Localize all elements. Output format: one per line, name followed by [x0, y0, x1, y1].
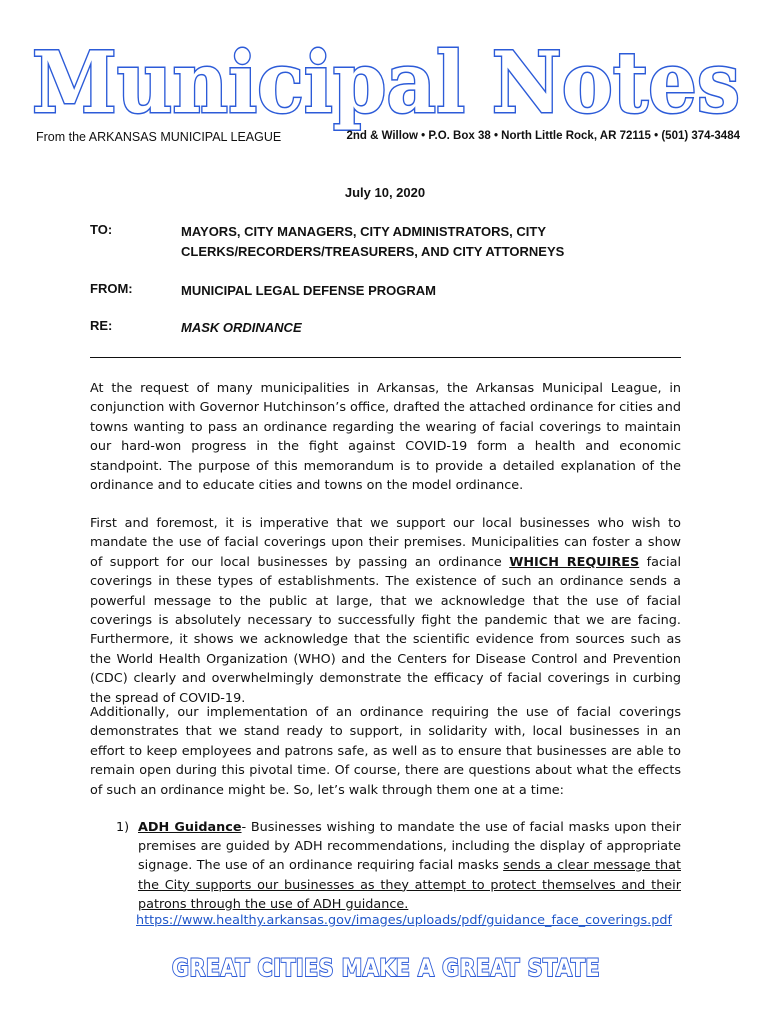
paragraph-1: At the request of many municipalities in Arkansas, the Arkansas Municipal League, in conjunction with Governor Hutchinson’s office, drafted the attached ordinance for cities and towns wanting to pass an ordinance regarding the wearing of facial coverings to maintain our hard-won progress in the fight against COVID-19 form a health and economic standpoint. The purpose of this memorandum is to provide a detailed explanation of the ordinance and to educate cities and towns on the model ordinance.: [90, 381, 681, 494]
list-item-1: [116, 818, 681, 914]
memo-date: July 10, 2020: [344, 185, 426, 200]
paragraph-3: Additionally, our implementation of an ordinance requiring the use of facial coverings demonstrates that we stand ready to support, in solidarity with, local businesses in an effort to keep employees and patrons safe, as well as to ensure that businesses are able to remain open during this pivotal time. Of course, there are questions about what the effects of such an ordinance might be. So, let’s walk through them one at a time:: [90, 705, 681, 798]
masthead-source: From the ARKANSAS MUNICIPAL LEAGUE: [36, 130, 282, 144]
memo-from-value: MUNICIPAL LEGAL DEFENSE PROGRAM: [181, 283, 436, 298]
list-item-1-underlined: sends a clear message that the City supports our businesses as they attempt to protect themselves and their patrons through the use of ADH guidance.: [138, 858, 681, 912]
paragraph-2-part-a: First and foremost, it is imperative that we support our local businesses who wish to mandate the use of facial coverings upon their premises. Municipalities can foster a show of support for our local businesses by passing an ordinance: [90, 516, 681, 570]
paragraph-2: [90, 514, 681, 708]
paragraph-2-part-b: facial coverings in these types of establishments. The existence of such an ordinance sends a powerful message to the public at large, that we acknowledge that the use of facial coverings is absolutely necessary to successfully fight the pandemic that we are facing. Furthermore, it shows we acknowledge that the scientific evidence from sources such as the World Health Organization (WHO) and the Centers for Disease Control and Prevention (CDC) clearly and overwhelmingly demonstrate the efficacy of facial coverings in curbing the spread of COVID-19.: [90, 554, 681, 706]
list-item-1-title: ADH Guidance: [138, 820, 242, 835]
adh-guidance-link[interactable]: https://www.healthy.arkansas.gov/images/uploads/pdf/guidance_face_coverings.pdf: [136, 913, 672, 928]
footer-slogan: [170, 950, 602, 982]
memo-to-label: TO:: [90, 222, 113, 237]
footer-slogan-text: GREAT CITIES MAKE A GREAT STATE: [172, 954, 600, 982]
list-item-1-number: 1): [116, 820, 130, 835]
memo-to-value: MAYORS, CITY MANAGERS, CITY ADMINISTRATORS, CITY CLERKS/RECORDERS/TREASURERS, AND CITY ATTORNEYS: [181, 224, 565, 259]
paragraph-2-emphasis: WHICH REQUIRES: [509, 554, 640, 570]
masthead-title: [32, 33, 744, 132]
masthead-address: 2nd & Willow • P.O. Box 38 • North Little Rock, AR 72115 • (501) 374-3484: [346, 130, 740, 142]
memo-from-label: FROM:: [90, 281, 133, 296]
masthead-title-text: Municipal Notes: [32, 33, 740, 132]
memo-re-value: MASK ORDINANCE: [181, 320, 302, 335]
memo-re-label: RE:: [90, 318, 113, 333]
header-divider: [90, 357, 681, 358]
list-item-1-text: - Businesses wishing to mandate the use of facial masks upon their premises are guided by ADH recommendations, including the display of appropriate signage. The use of an ordinance requiring facial masks: [138, 820, 681, 874]
